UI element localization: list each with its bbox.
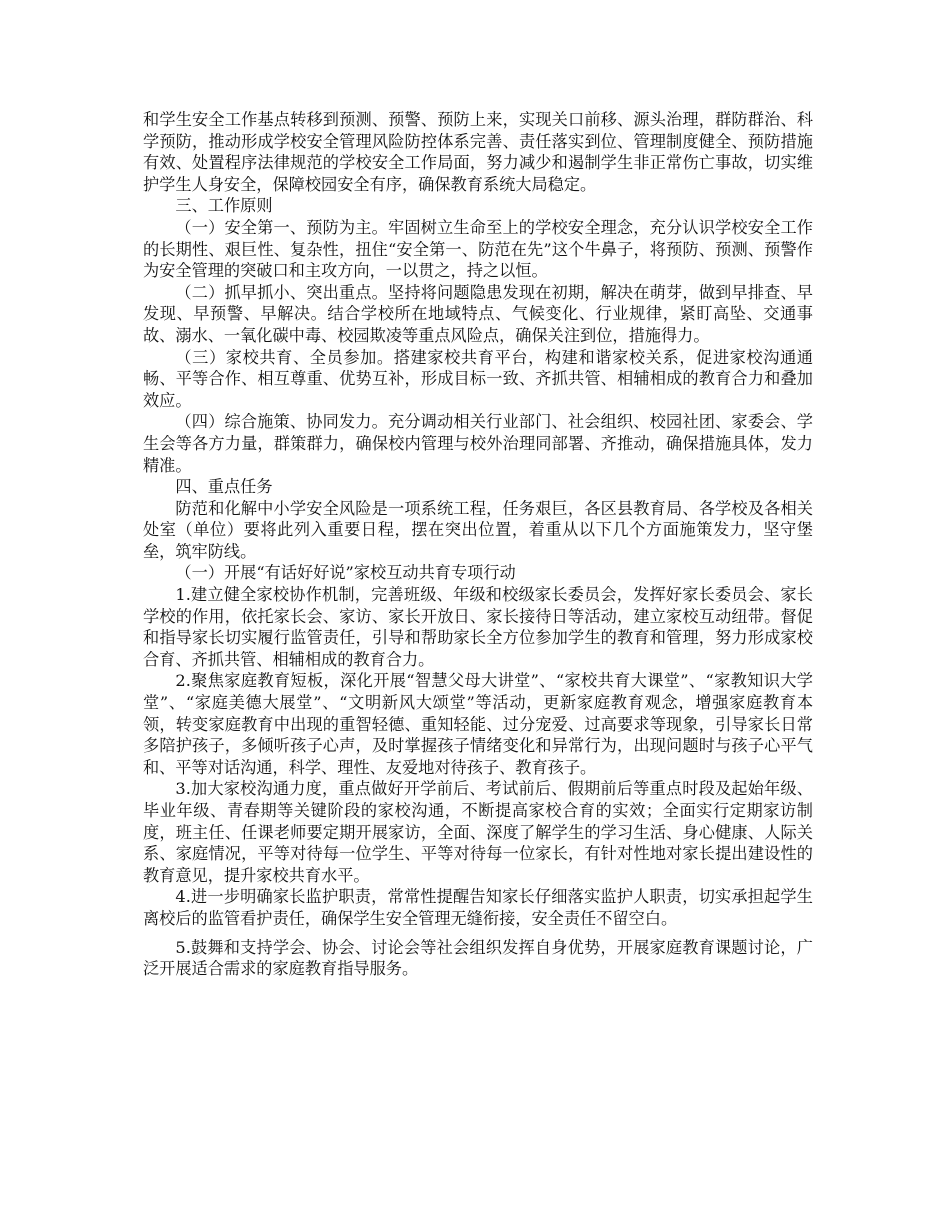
list-item: 1.建立健全家校协作机制，完善班级、年级和校级家长委员会，发挥好家长委员会、家长学校的作用，依托家长会、家访、家长开放日、家长接待日等活动，建立家校互动纽带。督促和指导家长切实履行监管责任，引导和帮助家长全方位参加学生的教育和管理，努力形成家校合育、齐抓共管、相辅相成的教育合力。 (143, 585, 813, 669)
paragraph: （二）抓早抓小、突出重点。坚持将问题隐患发现在初期，解决在萌芽，做到早排查、早发现、早预警、早解决。结合学校所在地域特点、气候变化、行业规律，紧盯高坠、交通事故、溺水、一氧化碳中毒、校园欺凌等重点风险点，确保关注到位，措施得力。 (143, 282, 813, 345)
paragraph: 和学生安全工作基点转移到预测、预警、预防上来，实现关口前移、源头治理，群防群治、科学预防，推动形成学校安全管理风险防控体系完善、责任落实到位、管理制度健全、预防措施有效、处置程序法律规范的学校安全工作局面，努力减少和遏制学生非正常伤亡事故，切实维护学生人身安全，保障校园安全有序，确保教育系统大局稳定。 (143, 110, 813, 194)
section-heading: 四、重点任务 (175, 477, 273, 497)
list-item: 4.进一步明确家长监护职责，常常性提醒告知家长仔细落实监护人职责，切实承担起学生离校后的监管看护责任，确保学生安全管理无缝衔接，安全责任不留空白。 (143, 887, 813, 928)
list-item: 3.加大家校沟通力度，重点做好开学前后、考试前后、假期前后等重点时段及起始年级、毕业年级、青春期等关键阶段的家校沟通，不断提高家校合育的实效；全面实行定期家访制度，班主任、任课老师要定期开展家访，全面、深度了解学生的学习生活、身心健康、人际关系、家庭情况，平等对待每一位学生、平等对待每一位家长，有针对性地对家长提出建设性的教育意见，提升家校共育水平。 (143, 779, 813, 885)
paragraph: （一）安全第一、预防为主。牢固树立生命至上的学校安全理念，充分认识学校安全工作的长期性、艰巨性、复杂性，扭住“安全第一、防范在先”这个牛鼻子，将预防、预测、预警作为安全管理的突破口和主攻方向，一以贯之，持之以恒。 (143, 217, 813, 281)
paragraph: （三）家校共育、全员参加。搭建家校共育平台，构建和谐家校关系，促进家校沟通通畅、平等合作、相互尊重、优势互补，形成目标一致、齐抓共管、相辅相成的教育合力和叠加效应。 (143, 347, 813, 410)
section-heading: 三、工作原则 (175, 196, 273, 216)
paragraph: 防范和化解中小学安全风险是一项系统工程，任务艰巨，各区县教育局、各学校及各相关处室（单位）要将此列入重要日程，摆在突出位置，着重从以下几个方面施策发力，坚守堡垒，筑牢防线。 (143, 498, 813, 561)
list-item: 2.聚焦家庭教育短板，深化开展“智慧父母大讲堂”、“家校共育大课堂”、“家教知识大学堂”、“家庭美德大展堂”、“文明新风大颂堂”等活动，更新家庭教育观念，增强家庭教育本领，转变家庭教育中出现的重智轻德、重知轻能、过分宠爱、过高要求等现象，引导家长日常多陪护孩子，多倾听孩子心声，及时掌握孩子情绪变化和异常行为，出现问题时与孩子心平气和、平等对话沟通，科学、理性、友爱地对待孩子、教育孩子。 (143, 671, 813, 777)
subsection-heading: （一）开展“有话好好说”家校互动共育专项行动 (175, 563, 516, 583)
paragraph: （四）综合施策、协同发力。充分调动相关行业部门、社会组织、校园社团、家委会、学生会等各方力量，群策群力，确保校内管理与校外治理同部署、齐推动，确保措施具体，发力精准。 (143, 412, 813, 475)
document-body (143, 109, 813, 980)
list-item: 5.鼓舞和支持学会、协会、讨论会等社会组织发挥自身优势，开展家庭教育课题讨论，广泛开展适合需求的家庭教育指导服务。 (143, 937, 813, 979)
